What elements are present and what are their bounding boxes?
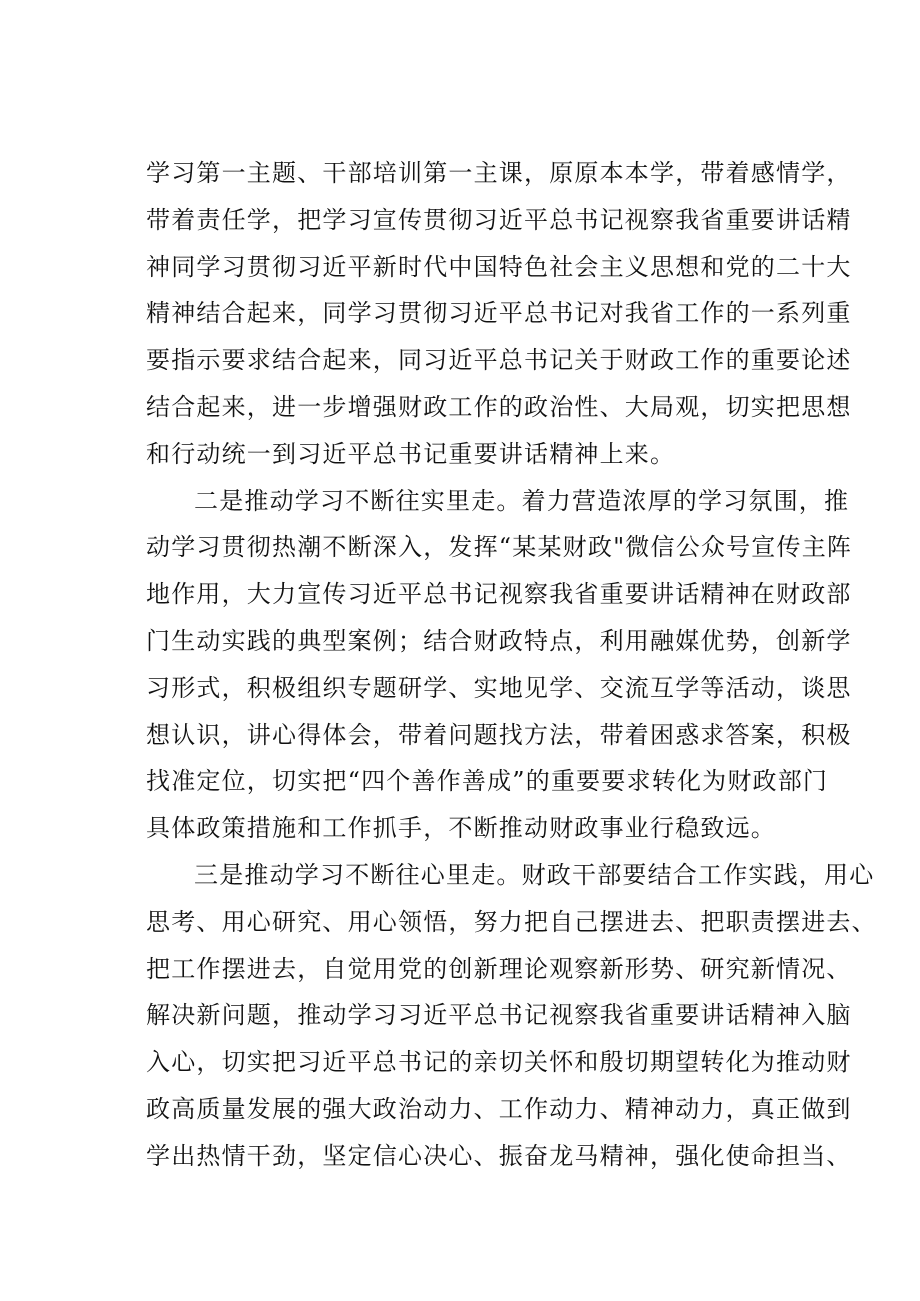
text-line: 精神结合起来，同学习贯彻习近平总书记对我省工作的一系列重 <box>146 299 852 328</box>
text-line: 地作用，大力宣传习近平总书记视察我省重要讲话精神在财政部 <box>146 580 852 609</box>
text-line: 要指示要求结合起来，同习近平总书记关于财政工作的重要论述 <box>146 346 852 375</box>
text-line: 解决新问题，推动学习习近平总书记视察我省重要讲话精神入脑 <box>146 1001 852 1030</box>
text-line: 门生动实践的典型案例；结合财政特点，利用融媒优势，创新学 <box>146 626 852 655</box>
text-line: 结合起来，进一步增强财政工作的政治性、大局观，切实把思想 <box>146 392 852 421</box>
paragraph-start-line: 二是推动学习不断往实里走。着力营造浓厚的学习氛围，推 <box>194 486 850 515</box>
paragraph-start-line: 三是推动学习不断往心里走。财政干部要结合工作实践，用心 <box>194 860 875 889</box>
text-line: 具体政策措施和工作抓手，不断推动财政事业行稳致远。 <box>146 814 776 843</box>
text-line: 动学习贯彻热潮不断深入，发挥“某某财政"微信公众号宣传主阵 <box>146 533 853 562</box>
text-line: 带着责任学，把学习宣传贯彻习近平总书记视察我省重要讲话精 <box>146 205 852 234</box>
text-line: 找准定位，切实把“四个善作善成”的重要要求转化为财政部门 <box>146 767 829 796</box>
text-line: 习形式，积极组织专题研学、实地见学、交流互学等活动，谈思 <box>146 673 852 702</box>
text-line: 入心，切实把习近平总书记的亲切关怀和殷切期望转化为推动财 <box>146 1048 852 1077</box>
text-line: 学习第一主题、干部培训第一主课，原原本本学，带着感情学， <box>146 159 852 187</box>
text-line: 思考、用心研究、用心领悟，努力把自己摆进去、把职责摆进去、 <box>146 907 877 936</box>
text-line: 神同学习贯彻习近平新时代中国特色社会主义思想和党的二十大 <box>146 252 852 281</box>
text-line: 和行动统一到习近平总书记重要讲话精神上来。 <box>146 439 676 468</box>
text-line: 把工作摆进去，自觉用党的创新理论观察新形势、研究新情况、 <box>146 954 852 983</box>
text-line: 学出热情干劲，坚定信心决心、振奋龙马精神，强化使命担当、 <box>146 1141 852 1170</box>
body-text <box>146 150 877 1180</box>
text-line: 政高质量发展的强大政治动力、工作动力、精神动力，真正做到 <box>146 1094 852 1123</box>
text-line: 想认识，讲心得体会，带着问题找方法，带着困惑求答案，积极 <box>146 720 852 749</box>
